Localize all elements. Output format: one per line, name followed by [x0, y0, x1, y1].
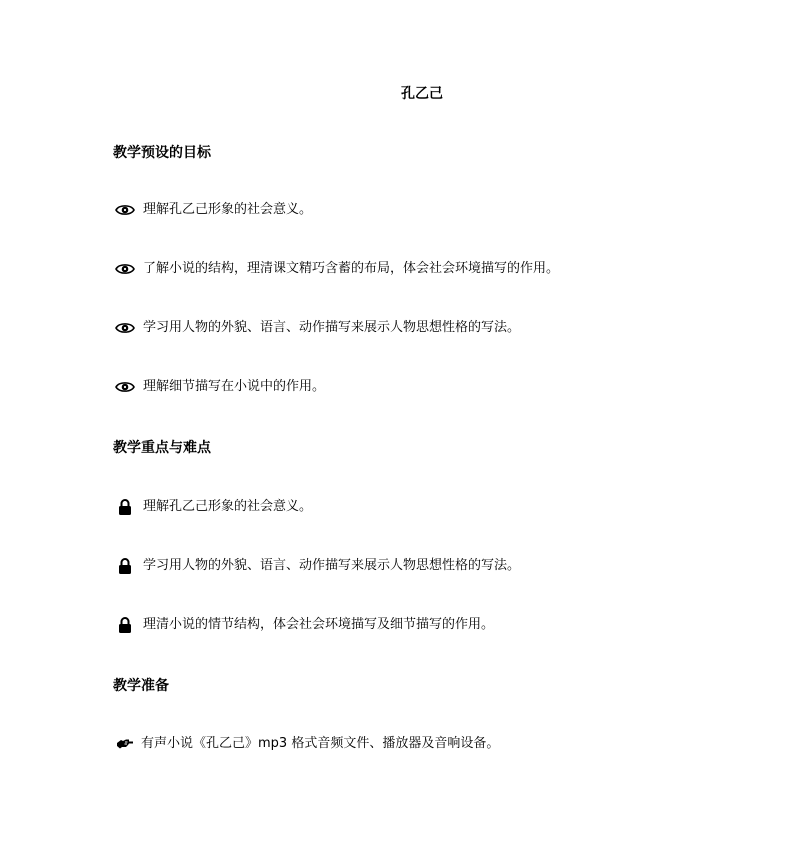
section-heading-preparation: 教学准备	[113, 678, 169, 694]
objective-text: 理解细节描写在小说中的作用。	[143, 379, 326, 394]
preparation-item	[115, 735, 499, 753]
key-point-item	[115, 616, 494, 634]
lock-icon	[115, 616, 135, 634]
eye-icon	[115, 378, 135, 396]
objective-item	[115, 260, 559, 278]
eye-icon	[115, 260, 135, 278]
objective-text: 理解孔乙己形象的社会意义。	[143, 202, 313, 217]
eye-icon	[115, 319, 135, 337]
lock-icon	[115, 498, 135, 516]
document-title: 孔乙己	[401, 86, 443, 102]
preparation-text: 有声小说《孔乙己》mp3 格式音频文件、播放器及音响设备。	[141, 736, 500, 751]
objective-text: 了解小说的结构，理清课文精巧含蓄的布局，体会社会环境描写的作用。	[143, 261, 560, 276]
key-point-item	[115, 498, 312, 516]
key-point-text: 理清小说的情节结构，体会社会环境描写及细节描写的作用。	[143, 617, 495, 632]
objective-item	[115, 319, 520, 337]
objective-item	[115, 201, 312, 219]
objective-text: 学习用人物的外貌、语言、动作描写来展示人物思想性格的写法。	[143, 320, 521, 335]
objective-item	[115, 378, 325, 396]
eye-icon	[115, 201, 135, 219]
key-point-text: 学习用人物的外貌、语言、动作描写来展示人物思想性格的写法。	[143, 558, 521, 573]
lock-icon	[115, 557, 135, 575]
key-point-item	[115, 557, 520, 575]
section-heading-key-points: 教学重点与难点	[113, 440, 211, 456]
key-point-text: 理解孔乙己形象的社会意义。	[143, 499, 313, 514]
pointing-hand-icon	[115, 735, 135, 753]
section-heading-objectives: 教学预设的目标	[113, 145, 211, 161]
